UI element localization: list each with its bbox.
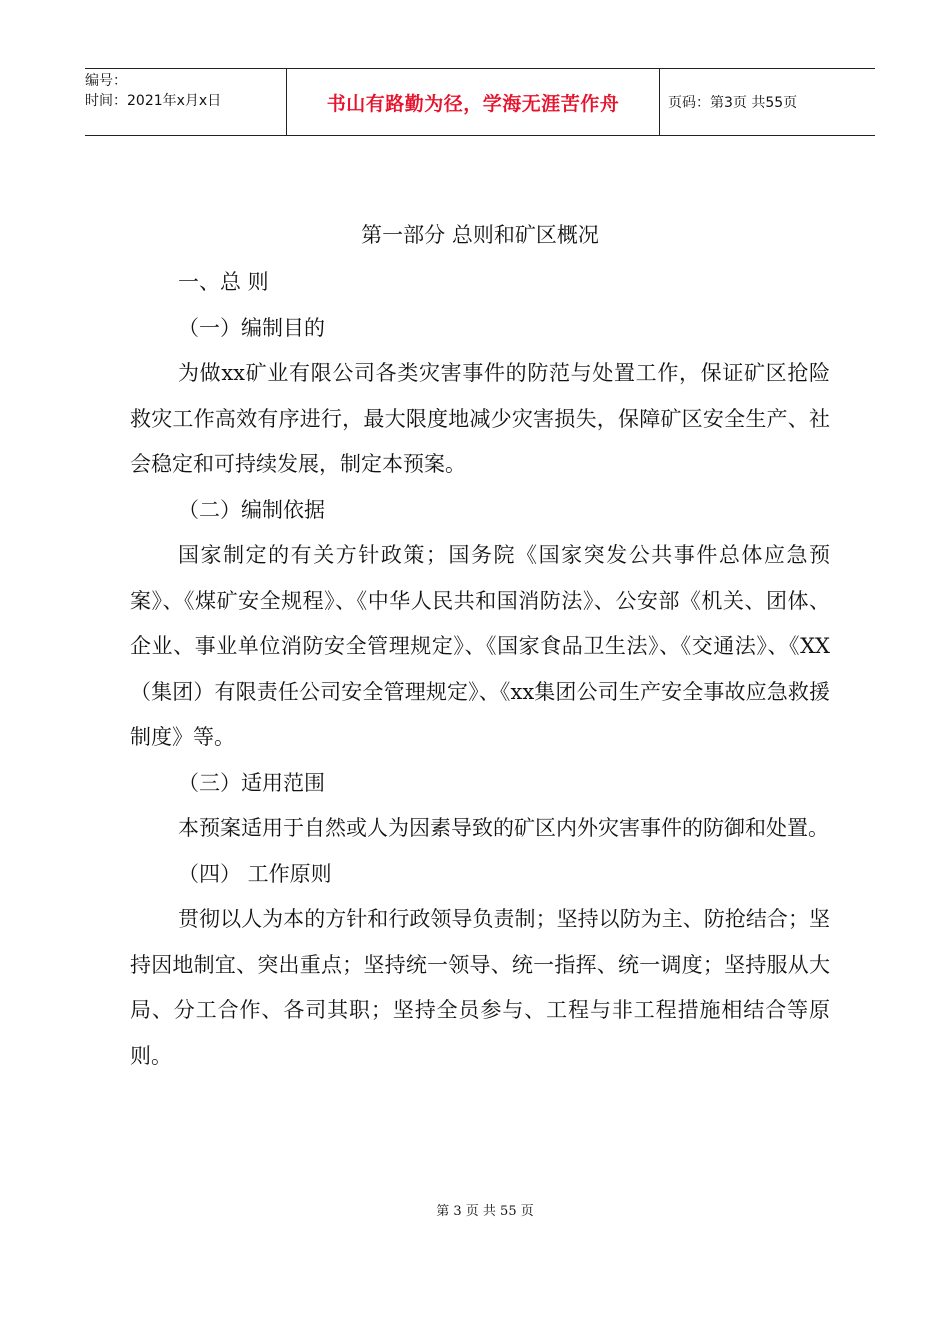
paragraph: 本预案适用于自然或人为因素导致的矿区内外灾害事件的防御和处置。	[178, 816, 829, 840]
document-number-label: 编号：	[85, 73, 127, 89]
subsection-heading: （四） 工作原则	[178, 861, 332, 886]
paragraph: 贯彻以人为本的方针和行政领导负责制；坚持以防为主、防抢结合；坚持因地制宜、突出重点；坚持统一领导、统一指挥、统一调度；坚持服从大局、分工合作、各司其职；坚持全员参与、工程与非工程措施相结合等原则。	[130, 907, 830, 1068]
subsection-heading: （三）适用范围	[178, 770, 325, 795]
header-page-info: 页码：第3页 共55页	[668, 95, 798, 111]
header-motto-cell	[286, 69, 660, 135]
section-heading: 一、总 则	[178, 270, 269, 294]
header-meta	[85, 69, 286, 135]
header-motto: 书山有路勤为径，学海无涯苦作舟	[326, 92, 620, 115]
page-number: 第 3 页 共 55 页	[436, 1204, 534, 1219]
page-footer	[0, 1200, 950, 1219]
document-body	[130, 210, 830, 1079]
document-time: 时间：2021年x月x日	[85, 93, 222, 109]
page-title: 第一部分 总则和矿区概况	[361, 223, 599, 247]
subsection-heading: （一）编制目的	[178, 315, 325, 340]
paragraph: 国家制定的有关方针政策；国务院《国家突发公共事件总体应急预案》、《煤矿安全规程》、《中华人民共和国消防法》、公安部《机关、团体、企业、事业单位消防安全管理规定》、《国家食品卫生法》、《交通法》、《XX（集团）有限责任公司安全管理规定》、《xx集团公司生产安全事故应急救援制度》等。	[130, 543, 830, 749]
document-header	[85, 68, 875, 136]
subsection-heading: （二）编制依据	[178, 497, 325, 522]
paragraph: 为做xx矿业有限公司各类灾害事件的防范与处置工作，保证矿区抢险救灾工作高效有序进行，最大限度地减少灾害损失，保障矿区安全生产、社会稳定和可持续发展，制定本预案。	[130, 361, 830, 476]
